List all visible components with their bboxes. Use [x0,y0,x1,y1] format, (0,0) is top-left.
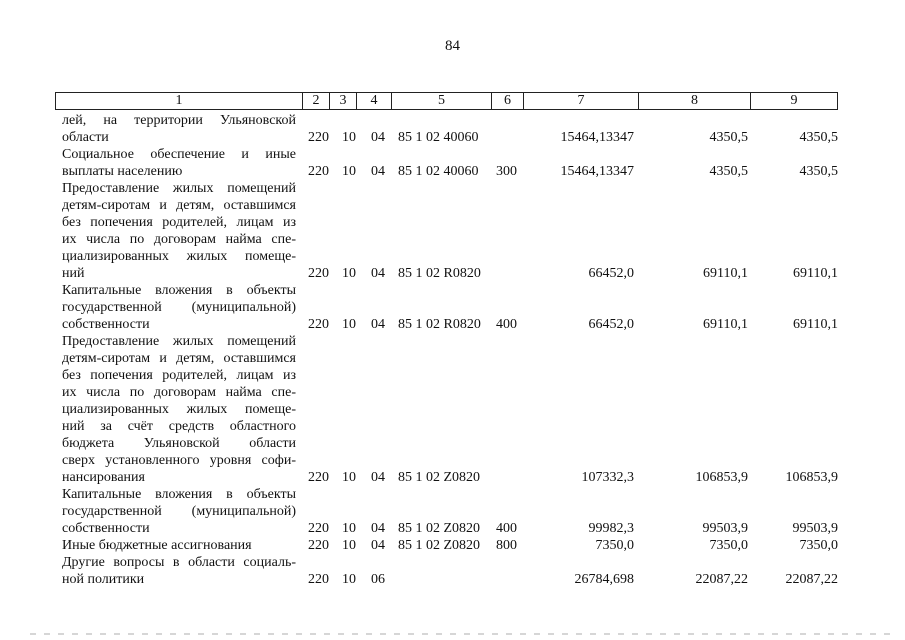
ved-code: 220 [308,266,329,281]
amount-col-8: 7350,0 [709,538,748,553]
amount-col-7: 66452,0 [588,317,634,332]
ved-code: 220 [308,130,329,145]
description-line: государственной (муниципальной) [62,300,296,315]
description-line: выплаты населению [62,164,183,179]
description-line: детям-сиротам и детям, оставшимся [62,351,296,366]
description-line: собственности [62,317,150,332]
row-description [62,180,296,282]
amount-col-7: 107332,3 [581,470,634,485]
amount-col-7: 7350,0 [595,538,634,553]
description-line: Социальное обеспечение и иные [62,147,296,162]
target-article-code: 85 1 02 Z0820 [398,470,481,485]
expense-type-code: 300 [496,164,517,179]
description-line: нансирования [62,470,145,485]
description-line: лей, на территории Ульяновской [62,113,296,128]
ved-code: 220 [308,572,329,587]
ved-code: 220 [308,164,329,179]
amount-col-8: 106853,9 [695,470,748,485]
description-line: ний [62,266,85,281]
table-row [0,537,905,554]
row-description [62,333,296,486]
subsection-code: 04 [371,521,385,536]
header-col-9: 9 [750,93,837,109]
description-line: детям-сиротам и детям, оставшимся [62,198,296,213]
table-row [0,486,905,537]
table-header [55,92,838,110]
row-description [62,112,296,146]
amount-col-7: 99982,3 [588,521,634,536]
description-line: бюджета Ульяновской области [62,436,296,451]
amount-col-7: 15464,13347 [560,130,634,145]
row-description [62,486,296,537]
target-article-code: 85 1 02 R0820 [398,266,481,281]
header-col-2: 2 [302,93,329,109]
description-line: их числа по договорам найма спе- [62,232,296,247]
table-row [0,112,905,146]
subsection-code: 04 [371,164,385,179]
amount-col-9: 106853,9 [785,470,838,485]
amount-col-8: 99503,9 [702,521,748,536]
ved-code: 220 [308,538,329,553]
description-line: Иные бюджетные ассигнования [62,538,252,553]
table-body [0,112,905,588]
amount-col-7: 15464,13347 [560,164,634,179]
description-line: собственности [62,521,150,536]
amount-col-9: 69110,1 [793,317,838,332]
target-article-code: 85 1 02 Z0820 [398,538,481,553]
target-article-code: 85 1 02 40060 [398,130,479,145]
row-description [62,146,296,180]
section-code: 10 [342,521,356,536]
amount-col-8: 4350,5 [709,164,748,179]
amount-col-9: 7350,0 [799,538,838,553]
description-line: Предоставление жилых помещений [62,181,296,196]
description-line: их числа по договорам найма спе- [62,385,296,400]
header-col-8: 8 [638,93,750,109]
scan-artifact-line [30,633,890,635]
subsection-code: 04 [371,538,385,553]
section-code: 10 [342,317,356,332]
description-line: сверх установленного уровня софи- [62,453,296,468]
target-article-code: 85 1 02 R0820 [398,317,481,332]
description-line: циализированных жилых помеще- [62,249,296,264]
section-code: 10 [342,164,356,179]
section-code: 10 [342,266,356,281]
amount-col-8: 69110,1 [703,266,748,281]
section-code: 10 [342,572,356,587]
ved-code: 220 [308,521,329,536]
section-code: 10 [342,538,356,553]
expense-type-code: 800 [496,538,517,553]
row-description [62,282,296,333]
amount-col-8: 22087,22 [695,572,748,587]
amount-col-9: 22087,22 [785,572,838,587]
amount-col-7: 26784,698 [574,572,634,587]
ved-code: 220 [308,317,329,332]
amount-col-8: 69110,1 [703,317,748,332]
page-number: 84 [445,38,460,54]
description-line: Предоставление жилых помещений [62,334,296,349]
description-line: без попечения родителей, лицам из [62,368,296,383]
description-line: Капитальные вложения в объекты [62,487,296,502]
description-line: Другие вопросы в области социаль- [62,555,296,570]
subsection-code: 06 [371,572,385,587]
table-row [0,282,905,333]
amount-col-9: 99503,9 [792,521,838,536]
header-col-1: 1 [175,93,183,108]
subsection-code: 04 [371,317,385,332]
header-col-3: 3 [329,93,356,109]
description-line: без попечения родителей, лицам из [62,215,296,230]
expense-type-code: 400 [496,317,517,332]
amount-col-7: 66452,0 [588,266,634,281]
table-row [0,180,905,282]
amount-col-9: 69110,1 [793,266,838,281]
amount-col-9: 4350,5 [799,164,838,179]
row-description [62,537,296,554]
description-line: ной политики [62,572,145,587]
subsection-code: 04 [371,266,385,281]
description-line: Капитальные вложения в объекты [62,283,296,298]
amount-col-8: 4350,5 [709,130,748,145]
ved-code: 220 [308,470,329,485]
header-col-6: 6 [491,93,523,109]
expense-type-code: 400 [496,521,517,536]
row-description [62,554,296,588]
section-code: 10 [342,470,356,485]
table-row [0,554,905,588]
amount-col-9: 4350,5 [799,130,838,145]
target-article-code: 85 1 02 40060 [398,164,479,179]
header-col-7: 7 [523,93,638,109]
description-line: государственной (муниципальной) [62,504,296,519]
target-article-code: 85 1 02 Z0820 [398,521,481,536]
description-line: циализированных жилых помеще- [62,402,296,417]
header-col-4: 4 [356,93,391,109]
section-code: 10 [342,130,356,145]
description-line: ний за счёт средств областного [62,419,296,434]
header-col-5: 5 [391,93,491,109]
description-line: области [62,130,109,145]
subsection-code: 04 [371,470,385,485]
subsection-code: 04 [371,130,385,145]
table-row [0,146,905,180]
table-row [0,333,905,486]
